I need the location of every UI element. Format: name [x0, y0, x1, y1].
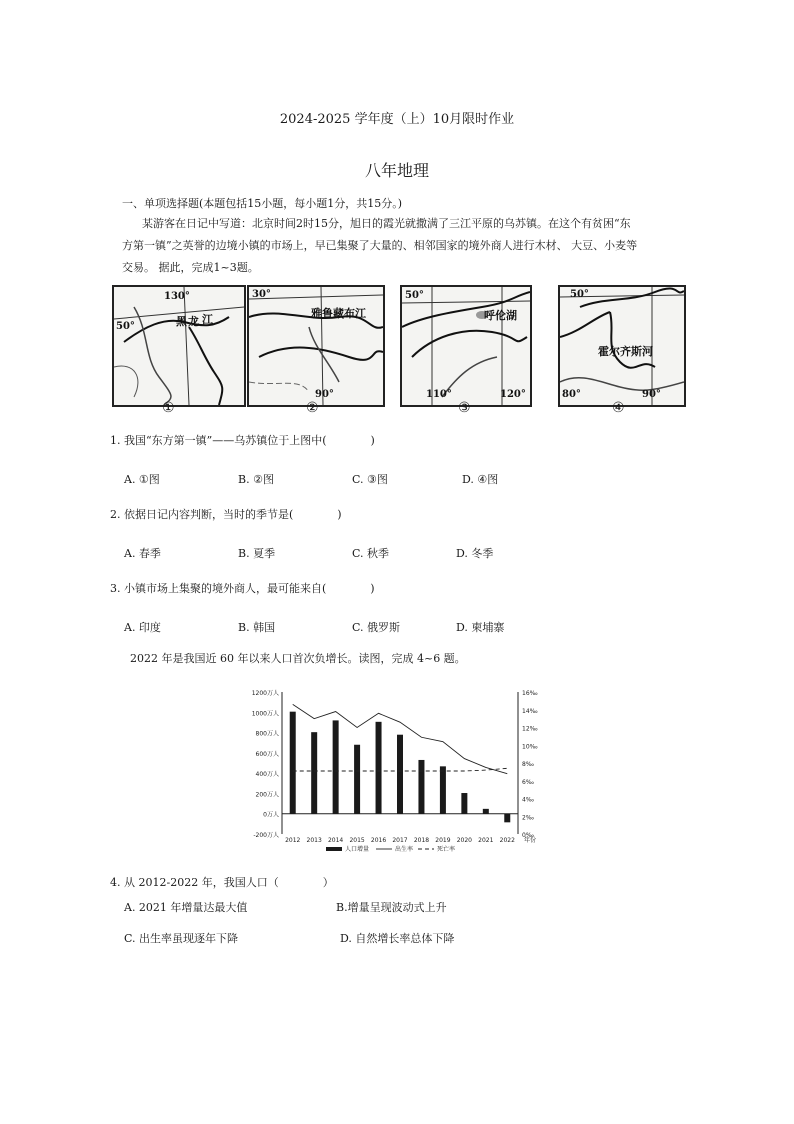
bar — [376, 722, 382, 814]
x-tick-label: 2015 — [349, 837, 365, 844]
x-tick-label: 2022 — [499, 837, 515, 844]
map-1 — [112, 285, 246, 407]
map-number: ④ — [612, 400, 625, 416]
option-c[interactable]: C. 秋季 — [352, 547, 390, 560]
x-tick-label: 2014 — [327, 837, 344, 844]
y-tick-label-right: 16‰ — [522, 690, 538, 697]
y-tick-label-right: 8‰ — [522, 761, 534, 768]
option-a[interactable]: A. ①图 — [124, 473, 160, 486]
option-d[interactable]: D. 自然增长率总体下降 — [340, 932, 455, 945]
bar — [440, 766, 446, 813]
map-label: 90° — [642, 389, 661, 400]
map-label: 雅鲁藏布江 — [311, 307, 366, 320]
x-tick-label: 2016 — [370, 837, 387, 844]
x-tick-label: 2013 — [306, 837, 322, 844]
y-tick-label-right: 2‰ — [522, 814, 534, 822]
option-d[interactable]: D. ④图 — [462, 473, 499, 486]
y-tick-label-left: 600万人 — [255, 750, 279, 758]
x-tick-label: 2018 — [413, 837, 430, 844]
option-b[interactable]: B. 夏季 — [238, 547, 276, 560]
legend-label: 人口增量 — [345, 846, 370, 853]
option-d[interactable]: D. 冬季 — [456, 547, 494, 560]
map-1-graphic — [114, 287, 244, 405]
bar — [461, 793, 467, 814]
option-c[interactable]: C. 俄罗斯 — [352, 621, 401, 634]
y-tick-label-left: 800万人 — [255, 730, 279, 738]
bar — [504, 814, 510, 823]
bar — [483, 809, 489, 814]
legend-bar-swatch — [326, 847, 342, 851]
y-tick-label-right: 6‰ — [522, 778, 534, 786]
option-a[interactable]: A. 2021 年增量达最大值 — [124, 901, 248, 914]
y-tick-label-left: 400万人 — [255, 771, 279, 779]
map-label: 120° — [500, 389, 526, 400]
y-tick-label-right: 12‰ — [522, 725, 538, 733]
question-stem: 4. 从 2012-2022 年，我国人口（ ） — [110, 876, 334, 889]
x-tick-label: 2012 — [285, 837, 301, 844]
map-label: 90° — [315, 389, 334, 400]
map-label: 江 — [202, 313, 213, 326]
map-label: 呼伦湖 — [484, 309, 517, 322]
x-tick-label: 2019 — [435, 837, 451, 844]
map-label: 110° — [426, 389, 452, 400]
subject-title: 八年地理 — [364, 161, 429, 180]
y-tick-label-left: -200万人 — [253, 832, 279, 839]
y-tick-label-left: 200万人 — [255, 791, 279, 799]
passage-line: 交易。 据此，完成1~3题。 — [122, 261, 259, 274]
option-c[interactable]: C. ③图 — [352, 473, 388, 486]
map-number: ③ — [458, 400, 471, 416]
passage-2: 2022 年是我国近 60 年以来人口首次负增长。读图，完成 4~6 题。 — [130, 652, 466, 665]
map-4 — [558, 285, 686, 407]
document-title: 2024-2025 学年度（上）10月限时作业 — [279, 112, 515, 127]
option-c[interactable]: C. 出生率虽现逐年下降 — [124, 932, 239, 945]
option-b[interactable]: B. 韩国 — [238, 621, 276, 634]
bar — [418, 760, 424, 814]
passage-line: 某游客在日记中写道：北京时间2时15分，旭日的霞光就撒满了三江平原的乌苏镇。在这个有贫困“东 — [142, 217, 631, 230]
bar — [311, 732, 317, 814]
map-label: 龙 — [188, 315, 199, 328]
bar — [397, 735, 403, 814]
question-stem: 1. 我国“东方第一镇”——乌苏镇位于上图中( ) — [110, 434, 375, 447]
question-stem: 2. 依据日记内容判断，当时的季节是( ) — [110, 508, 342, 521]
option-b[interactable]: B.增量呈现波动式上升 — [336, 901, 447, 914]
x-tick-label: 2017 — [392, 837, 408, 844]
y-tick-label-left: 1200万人 — [251, 690, 279, 697]
map-label: 黑 — [176, 315, 187, 328]
x-tick-label: 2020 — [456, 837, 473, 844]
map-label: 50° — [116, 321, 135, 332]
map-label: 50° — [405, 290, 424, 301]
map-label: 50° — [570, 289, 589, 300]
section-heading: 一、单项选择题(本题包括15小题，每小题1分，共15分。) — [122, 197, 403, 210]
y-tick-label-right: 10‰ — [522, 743, 538, 751]
map-label: 霍尔齐斯河 — [598, 345, 653, 358]
y-tick-label-left: 0万人 — [263, 811, 279, 819]
map-2 — [247, 285, 385, 407]
y-tick-label-right: 0‰ — [522, 832, 534, 839]
option-a[interactable]: A. 印度 — [124, 621, 161, 634]
option-a[interactable]: A. 春季 — [124, 547, 161, 560]
x-tick-label: 2021 — [478, 837, 494, 844]
passage-line: 方第一镇”之英誉的边境小镇的市场上，早已集聚了大量的、相邻国家的境外商人进行木材、 大豆、小麦等 — [122, 239, 638, 252]
y-tick-label-left: 1000万人 — [251, 710, 279, 718]
map-3-graphic — [402, 287, 530, 405]
map-number: ② — [306, 400, 319, 416]
y-tick-label-right: 14‰ — [522, 707, 538, 715]
bar — [290, 712, 296, 814]
map-number: ① — [162, 400, 175, 416]
map-label: 80° — [562, 389, 581, 400]
population-chart — [240, 686, 560, 854]
x-axis-unit: 年份 — [524, 837, 537, 844]
legend-label: 死亡率 — [437, 846, 456, 853]
legend-label: 出生率 — [395, 846, 414, 853]
map-label: 30° — [252, 289, 271, 300]
bar — [333, 720, 339, 813]
map-3 — [400, 285, 532, 407]
option-b[interactable]: B. ②图 — [238, 473, 274, 486]
question-stem: 3. 小镇市场上集聚的境外商人，最可能来自( ) — [110, 582, 375, 595]
map-label: 130° — [164, 291, 190, 302]
bar — [354, 745, 360, 814]
y-tick-label-right: 4‰ — [522, 796, 534, 804]
option-d[interactable]: D. 柬埔寨 — [456, 621, 505, 634]
